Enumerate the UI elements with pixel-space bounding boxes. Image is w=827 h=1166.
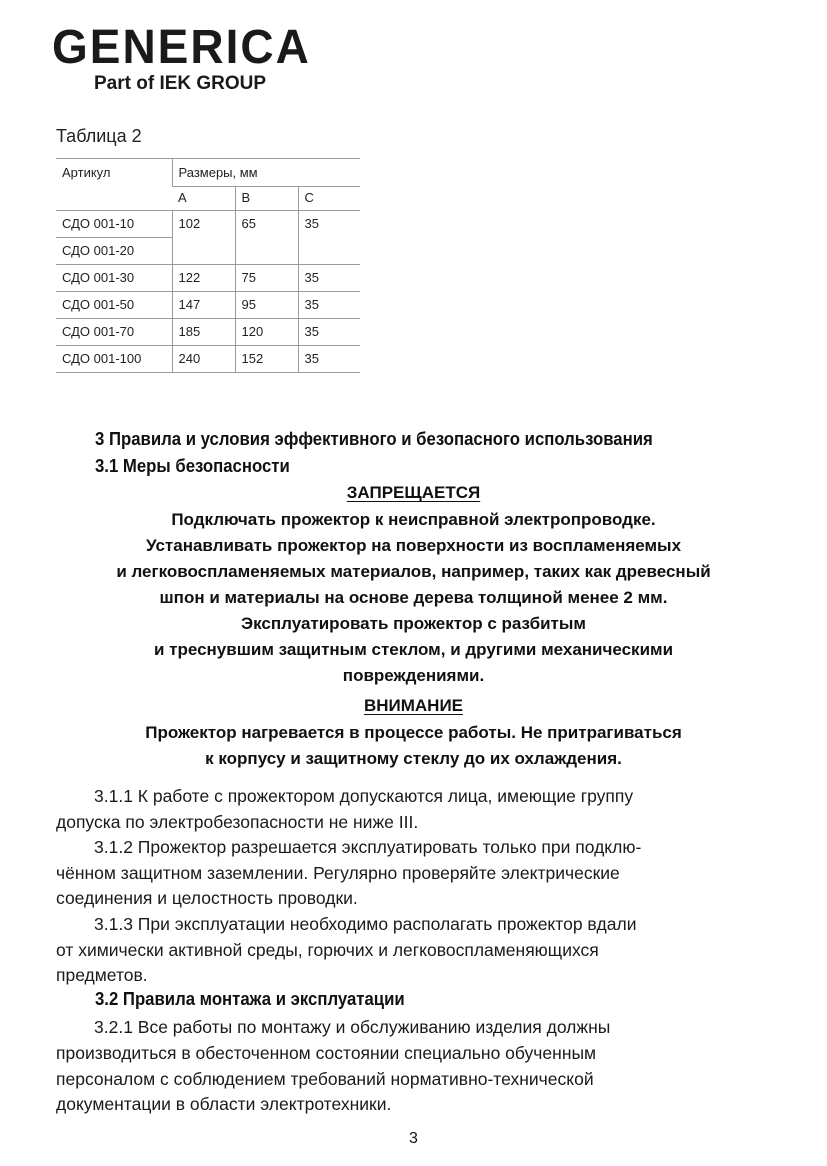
forbidden-line: Устанавливать прожектор на поверхности из воспламеняемых — [145, 536, 682, 555]
cell-a: 102 — [172, 211, 235, 265]
paragraph-3-1-3-line: предметов. — [56, 965, 148, 985]
cell-article: СДО 001-30 — [56, 265, 172, 292]
cell-article: СДО 001-10 — [56, 211, 172, 238]
cell-a: 240 — [172, 346, 235, 373]
forbidden-line: Подключать прожектор к неисправной электропроводке. — [171, 510, 656, 529]
cell-b: 95 — [235, 292, 298, 319]
cell-article: СДО 001-100 — [56, 346, 172, 373]
cell-c: 35 — [298, 211, 360, 265]
section-3-title: 3 Правила и условия эффективного и безопасного использования — [95, 429, 653, 449]
table-row — [56, 319, 360, 346]
table-row — [56, 292, 360, 319]
paragraph-3-1-3-line: 3.1.3 При эксплуатации необходимо располагать прожектор вдали — [94, 914, 637, 934]
forbidden-line: и треснувшим защитным стеклом, и другими механическими — [153, 640, 674, 659]
attention-line: к корпусу и защитному стеклу до их охлаждения. — [205, 749, 622, 768]
cell-article: СДО 001-20 — [56, 238, 172, 265]
attention-title: ВНИМАНИЕ — [363, 696, 464, 715]
section-3-2-title: 3.2 Правила монтажа и эксплуатации — [95, 989, 405, 1009]
table-row — [56, 211, 360, 238]
paragraph-3-1-1-line: 3.1.1 К работе с прожектором допускаются лица, имеющие группу — [94, 786, 634, 806]
page-number: 3 — [409, 1130, 418, 1147]
dimensions-table — [56, 158, 360, 373]
forbidden-line: повреждениями. — [342, 666, 485, 685]
forbidden-title: ЗАПРЕЩАЕТСЯ — [346, 483, 481, 502]
forbidden-line: Эксплуатировать прожектор с разбитым — [241, 614, 586, 633]
cell-b: 75 — [235, 265, 298, 292]
paragraph-3-2-1-line: 3.2.1 Все работы по монтажу и обслуживанию изделия должны — [94, 1017, 611, 1037]
table-row — [56, 265, 360, 292]
paragraph-3-1-3-line: от химически активной среды, горючих и легковоспламеняющихся — [56, 940, 599, 960]
paragraph-3-2-1-line: производиться в обесточенном состоянии специально обученным — [56, 1043, 597, 1063]
header-sizes: Размеры, мм — [172, 159, 360, 187]
cell-b: 152 — [235, 346, 298, 373]
cell-article: СДО 001-50 — [56, 292, 172, 319]
table-caption: Таблица 2 — [56, 126, 142, 146]
cell-c: 35 — [298, 265, 360, 292]
cell-a: 147 — [172, 292, 235, 319]
section-3-1-title: 3.1 Меры безопасности — [95, 456, 290, 476]
cell-b: 120 — [235, 319, 298, 346]
paragraph-3-1-1-line: допуска по электробезопасности не ниже III. — [56, 812, 419, 832]
cell-c: 35 — [298, 292, 360, 319]
header-b: B — [235, 187, 298, 211]
header-article: Артикул — [56, 159, 172, 211]
table-header-row — [56, 159, 360, 187]
header-c: C — [298, 187, 360, 211]
cell-article: СДО 001-70 — [56, 319, 172, 346]
paragraph-3-2-1-line: персоналом с соблюдением требований нормативно-технической — [56, 1069, 594, 1089]
paragraph-3-2-1-line: документации в области электротехники. — [56, 1094, 392, 1114]
cell-a: 122 — [172, 265, 235, 292]
cell-a: 185 — [172, 319, 235, 346]
cell-b: 65 — [235, 211, 298, 265]
attention-line: Прожектор нагревается в процессе работы. Не притрагиваться — [145, 723, 682, 742]
forbidden-line: шпон и материалы на основе дерева толщиной менее 2 мм. — [159, 588, 668, 607]
cell-c: 35 — [298, 319, 360, 346]
paragraph-3-1-2-line: соединения и целостность проводки. — [56, 888, 358, 908]
brand-subtitle: Part of IEK GROUP — [94, 73, 267, 94]
cell-c: 35 — [298, 346, 360, 373]
brand-logo: GENERICA — [52, 18, 311, 74]
paragraph-3-1-2-line: чённом защитном заземлении. Регулярно проверяйте электрические — [56, 863, 620, 883]
paragraph-3-1-2-line: 3.1.2 Прожектор разрешается эксплуатировать только при подклю- — [94, 837, 642, 857]
table-row — [56, 346, 360, 373]
forbidden-line: и легковоспламеняемых материалов, например, таких как древесный — [116, 562, 711, 581]
header-a: A — [172, 187, 235, 211]
